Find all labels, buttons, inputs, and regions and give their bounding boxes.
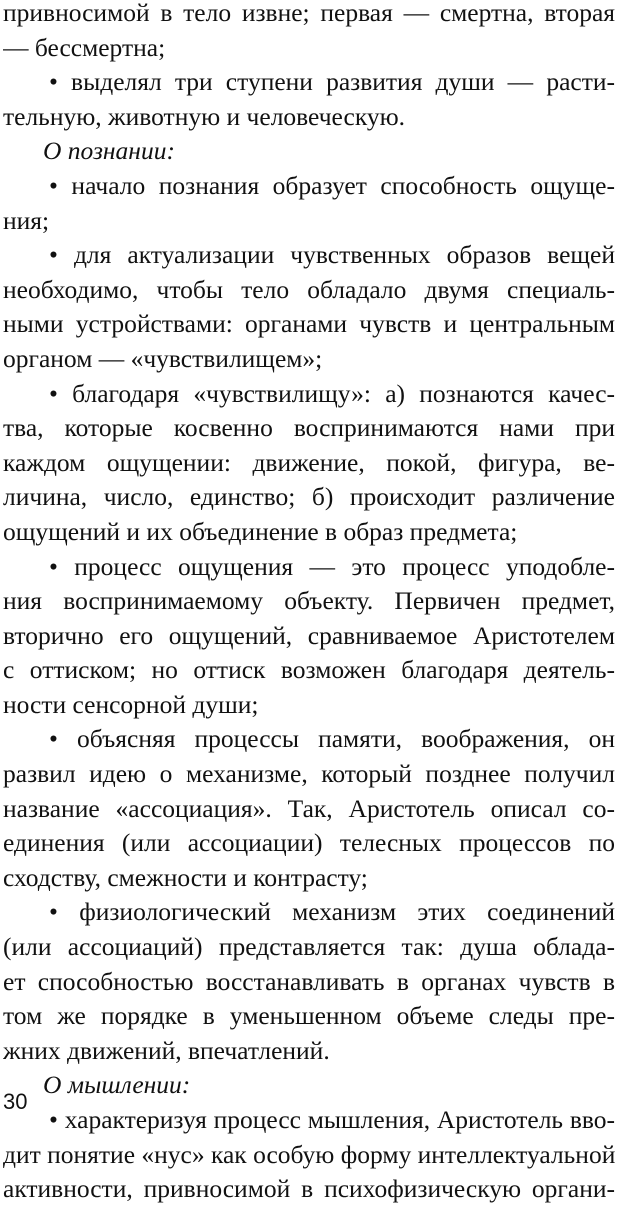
text-line: • объясняя процессы памяти, воображения, он [49,724,615,754]
text-line: том же порядке в уменьшенном объеме следы пре- [3,1001,615,1031]
text-line: • начало познания образует способность ощуще- [49,170,615,200]
text-line: тва, которые косвенно воспринимаются нами при [3,413,615,443]
text-line: жних движений, впечатлений. [3,1035,330,1065]
text-line: развил идею о механизме, который позднее получил [3,759,615,789]
text-line: • характеризуя процесс мышления, Аристотель вво- [49,1105,615,1134]
text-line: • для актуализации чувственных образов вещей [49,240,615,270]
section-heading: О мышлении: [43,1070,191,1100]
text-line: • процесс ощущения — это процесс уподобле- [49,551,615,581]
text-line: органом — «чувствилищем»; [3,343,323,373]
text-line: ния воспринимаемому объекту. Первичен предмет, [3,586,615,616]
text-line: вторично его ощущений, сравниваемое Аристотелем [3,620,615,650]
page-text [3,0,615,1207]
text-line: единения (или ассоциации) телесных процессов по [3,828,615,858]
text-line: необходимо, чтобы тело обладало двумя специаль- [3,274,615,304]
text-line: название «ассоциация». Так, Аристотель описал со- [3,793,615,823]
text-line: ет способностью восстанавливать в органах чувств в [3,966,615,996]
text-line: каждом ощущении: движение, покой, фигура, ве- [3,447,615,477]
text-line: ния; [3,205,50,235]
text-line: привносимой в тело извне; первая — смертна, вторая [3,0,615,27]
text-line: (или ассоциаций) представляется так: душа облада- [3,932,615,962]
text-line: • выделял три ступени развития души — расти- [49,67,615,97]
text-line: дит понятие «нус» как особую форму интеллектуальной [3,1139,615,1169]
text-line: — бессмертна; [3,32,166,62]
text-line: тельную, животную и человеческую. [3,101,406,131]
text-line: личина, число, единство; б) происходит различение [3,482,615,512]
page-number: 30 [3,1089,28,1114]
text-line: активности, привносимой в психофизическую органи- [3,1174,615,1204]
text-line: сходству, смежности и контрасту; [3,862,368,892]
text-line: ощущений и их объединение в образ предмета; [3,516,518,546]
text-line: • физиологический механизм этих соединений [49,897,615,927]
text-line: ности сенсорной души; [3,689,259,719]
text-line: • благодаря «чувствилищу»: а) познаются качес- [49,378,615,408]
text-line: с оттиском; но оттиск возможен благодаря деятель- [3,655,615,685]
text-line: ными устройствами: органами чувств и центральным [3,309,615,339]
section-heading: О познании: [43,136,175,166]
